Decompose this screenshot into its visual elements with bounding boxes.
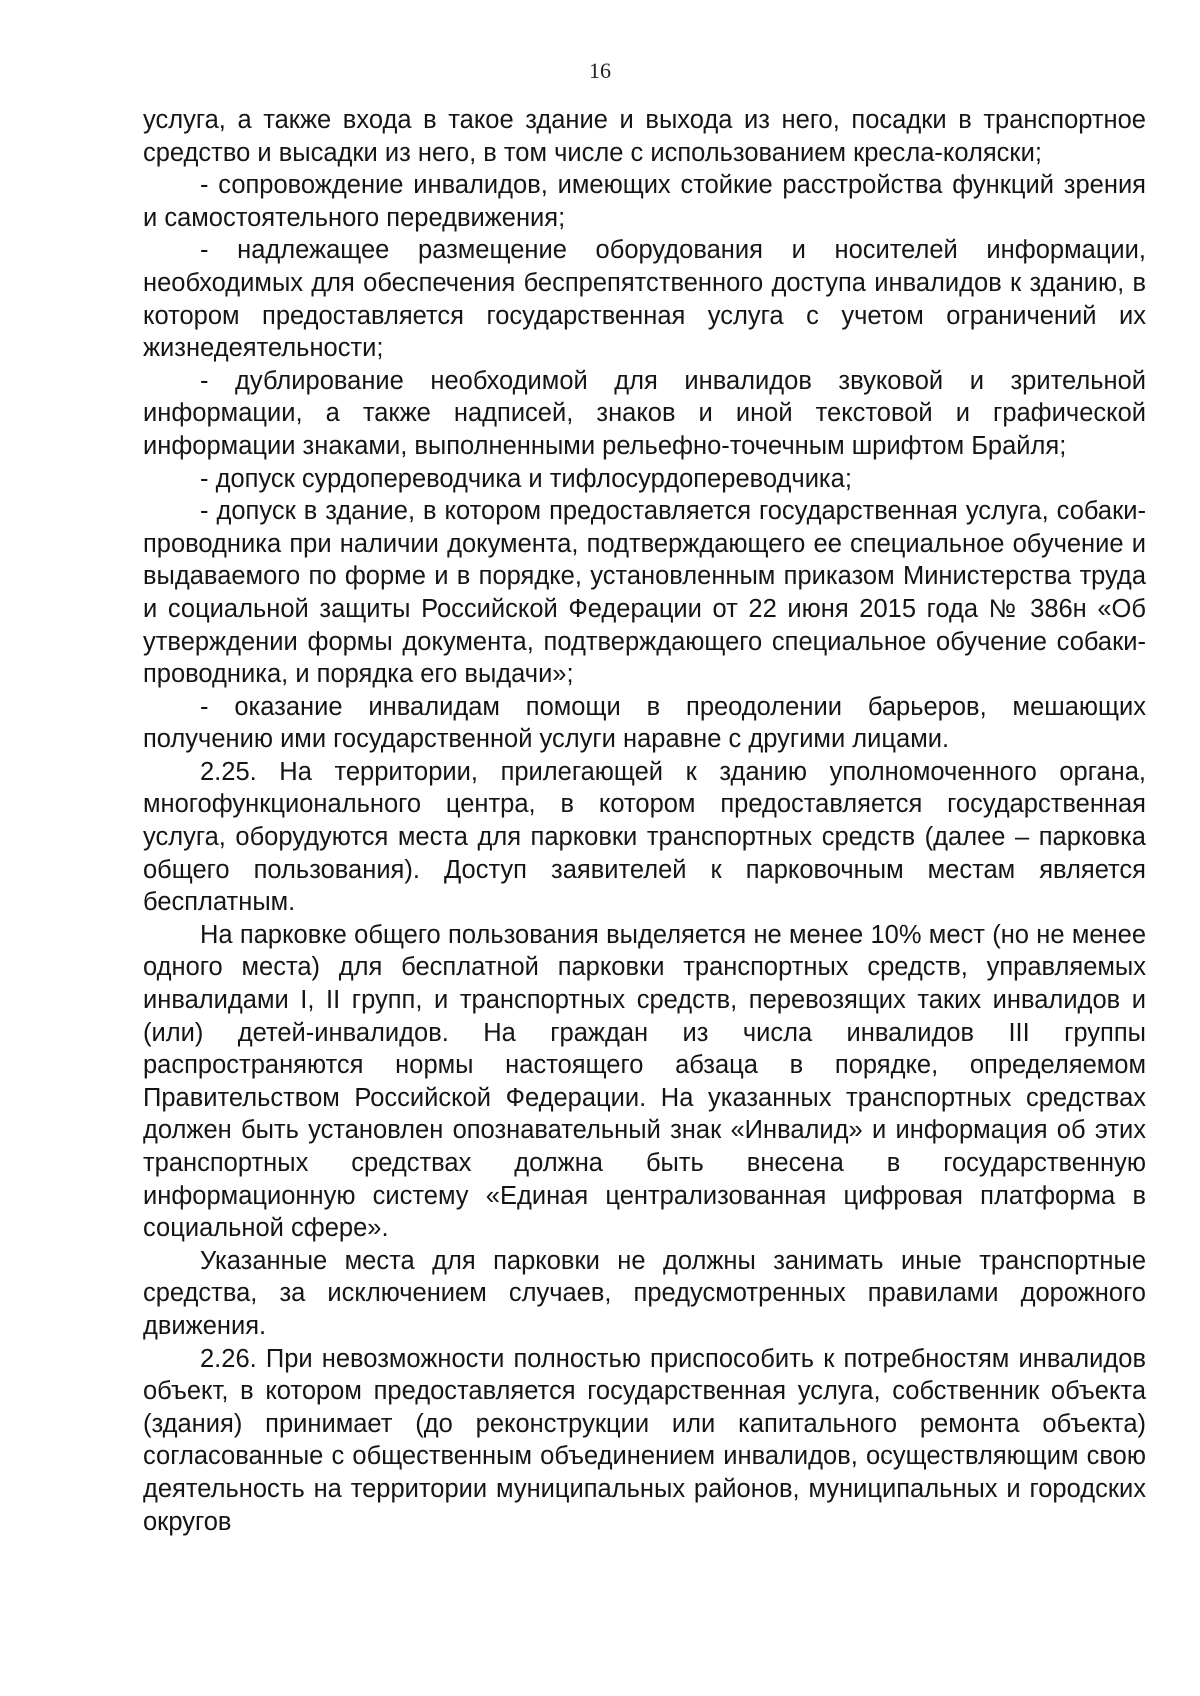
paragraph-barrier-assistance: - оказание инвалидам помощи в преодолении барьеров, мешающих получению ими государственной услуги наравне с другими лицами. [143,692,1146,754]
paragraph-parking-restriction: Указанные места для парковки не должны занимать иные транспортные средства, за исключением случаев, предусмотренных правилами дорожного движения. [143,1246,1146,1340]
page-number: 16 [589,58,611,83]
paragraph-equipment-placement: - надлежащее размещение оборудования и носителей информации, необходимых для обеспечения беспрепятственного доступа инвалидов к зданию, в котором предоставляется государственная услуга с учетом ограничений их жизнедеятельности; [143,236,1146,363]
paragraph-sign-interpreter: - допуск сурдопереводчика и тифлосурдопереводчика; [200,464,852,493]
paragraph-escort-visually-impaired: - сопровождение инвалидов, имеющих стойкие расстройства функций зрения и самостоятельного передвижения; [143,171,1146,232]
document-body [143,104,1146,1538]
paragraph-braille-duplication: - дублирование необходимой для инвалидов звуковой и зрительной информации, а также надписей, знаков и иной текстовой и графической информации знаками, выполненными рельефно-точечным шрифтом Брайля; [143,366,1146,460]
paragraph-parking-quota: На парковке общего пользования выделяется не менее 10% мест (но не менее одного места) для бесплатной парковки транспортных средств, управляемых инвалидами I, II групп, и транспортных средств, перевозящих таких инвалидов и (или) детей-инвалидов. На граждан из числа инвалидов III группы распространяются нормы настоящего абзаца в порядке, определяемом Правительством Российской Федерации. На указанных транспортных средствах должен быть установлен опознавательный знак «Инвалид» и информация об этих транспортных средствах должна быть внесена в государственную информационную систему «Единая централизованная цифровая платформа в социальной сфере». [143,920,1146,1243]
paragraph-section-2-25: 2.25. На территории, прилегающей к зданию уполномоченного органа, многофункционального центра, в котором предоставляется государственная услуга, оборудуются места для парковки транспортных средств (далее – парковка общего пользования). Доступ заявителей к парковочным местам является бесплатным. [143,757,1146,917]
paragraph-guide-dog: - допуск в здание, в котором предоставляется государственная услуга, собаки-проводника при наличии документа, подтверждающего ее специальное обучение и выдаваемого по форме и в порядке, установленным приказом Министерства труда и социальной защиты Российской Федерации от 22 июня 2015 года № 386н «Об утверждении формы документа, подтверждающего специальное обучение собаки-проводника, и порядка его выдачи»; [143,497,1146,689]
paragraph-continuation: услуга, а также входа в такое здание и выхода из него, посадки в транспортное средство и высадки из него, в том числе с использованием кресла-коляски; [143,106,1146,167]
paragraph-section-2-26: 2.26. При невозможности полностью приспособить к потребностям инвалидов объект, в котором предоставляется государственная услуга, собственник объекта (здания) принимает (до реконструкции или капитального ремонта объекта) согласованные с общественным объединением инвалидов, осуществляющим свою деятельность на территории муниципальных районов, муниципальных и городских округов [143,1344,1146,1536]
